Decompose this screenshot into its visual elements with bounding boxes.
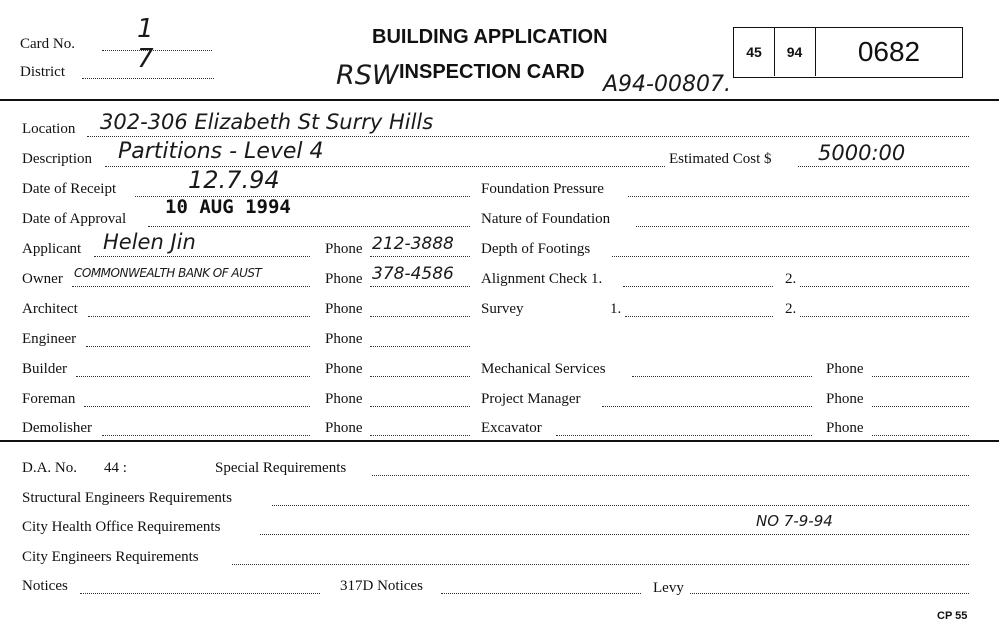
alignment-check-2-label: 2. (785, 271, 797, 287)
card-no-value: 1 (137, 14, 154, 44)
mechanical-phone-label: Phone (826, 361, 864, 377)
structural-engineers-label: Structural Engineers Requirements (22, 490, 232, 506)
demolisher-line (102, 435, 310, 436)
approval-date-stamp: 10 AUG 1994 (165, 196, 291, 218)
location-line (87, 136, 969, 137)
district-value: 7 (137, 44, 154, 74)
special-requirements-label: Special Requirements (215, 460, 347, 476)
317d-notices-line (441, 593, 641, 594)
owner-phone-value: 378-4586 (372, 264, 454, 284)
builder-phone-line (370, 376, 470, 377)
mechanical-phone-line (872, 376, 969, 377)
builder-phone-label: Phone (325, 361, 363, 377)
date-of-approval-label: Date of Approval (22, 211, 127, 227)
description-label: Description (22, 151, 92, 167)
architect-phone-line (370, 316, 470, 317)
applicant-label: Applicant (22, 241, 82, 257)
location-value: 302-306 Elizabeth St Surry Hills (100, 110, 434, 134)
applicant-line (94, 256, 310, 257)
applicant-value: Helen Jin (103, 230, 196, 254)
card-number-box (733, 27, 963, 78)
district-line (82, 78, 214, 79)
city-engineers-label: City Engineers Requirements (22, 549, 199, 565)
estimated-cost-label: Estimated Cost $ (669, 151, 772, 167)
special-requirements-line (372, 475, 969, 476)
description-value: Partitions - Level 4 (118, 139, 324, 164)
demolisher-phone-label: Phone (325, 420, 363, 436)
mechanical-services-line (632, 376, 812, 377)
foreman-phone-line (370, 406, 470, 407)
header-divider (0, 99, 999, 101)
levy-line (690, 593, 969, 594)
title-line1: BUILDING APPLICATION (372, 26, 608, 48)
alignment-check-label: Alignment Check 1. (481, 271, 603, 287)
excavator-phone-line (872, 435, 969, 436)
project-manager-line (602, 406, 812, 407)
depth-of-footings-line (612, 256, 969, 257)
card-no-label: Card No. (20, 36, 75, 52)
project-manager-label: Project Manager (481, 391, 581, 407)
date-of-receipt-value: 12.7.94 (188, 166, 280, 194)
mechanical-services-label: Mechanical Services (481, 361, 606, 377)
survey-label: Survey (481, 301, 524, 317)
reference-number: A94-00807. (603, 72, 731, 97)
box-number: 0682 (857, 36, 921, 67)
foundation-pressure-label: Foundation Pressure (481, 181, 604, 197)
owner-label: Owner (22, 271, 63, 287)
owner-line (72, 286, 310, 287)
excavator-phone-label: Phone (826, 420, 864, 436)
city-engineers-line (232, 564, 969, 565)
notices-line (80, 593, 320, 594)
notices-label: Notices (22, 578, 68, 594)
form-code: CP 55 (937, 610, 968, 622)
engineer-label: Engineer (22, 331, 77, 347)
estimated-cost-line (798, 166, 969, 167)
foundation-pressure-line (628, 196, 969, 197)
depth-of-footings-label: Depth of Footings (481, 241, 591, 257)
initials: RSW (336, 60, 399, 91)
applicant-phone-label: Phone (325, 241, 363, 257)
project-manager-phone-line (872, 406, 969, 407)
estimated-cost-value: 5000:00 (818, 141, 906, 165)
engineer-phone-line (370, 346, 470, 347)
builder-line (76, 376, 310, 377)
card-no-line (102, 50, 212, 51)
owner-phone-line (370, 286, 470, 287)
foreman-label: Foreman (22, 391, 76, 407)
builder-label: Builder (22, 361, 67, 377)
box-cell-1: 45 (734, 28, 775, 76)
box-cell-2: 94 (774, 28, 816, 76)
date-of-receipt-label: Date of Receipt (22, 181, 117, 197)
survey-1-label: 1. (610, 301, 622, 317)
317d-notices-label: 317D Notices (340, 578, 423, 594)
structural-engineers-line (272, 505, 969, 506)
district-label: District (20, 64, 65, 80)
alignment-check-2-line (800, 286, 969, 287)
alignment-check-1-line (623, 286, 773, 287)
foreman-line (84, 406, 310, 407)
engineer-phone-label: Phone (325, 331, 363, 347)
da-no-value: 44 : (104, 460, 127, 476)
project-manager-phone-label: Phone (826, 391, 864, 407)
applicant-phone-value: 212-3888 (372, 234, 454, 254)
city-health-line (260, 534, 969, 535)
excavator-line (556, 435, 812, 436)
city-health-value: NO 7-9-94 (756, 512, 833, 530)
city-health-label: City Health Office Requirements (22, 519, 221, 535)
owner-phone-label: Phone (325, 271, 363, 287)
demolisher-phone-line (370, 435, 470, 436)
demolisher-label: Demolisher (22, 420, 92, 436)
applicant-phone-line (370, 256, 470, 257)
location-label: Location (22, 121, 76, 137)
title-line2: INSPECTION CARD (399, 61, 585, 83)
date-of-approval-line (148, 226, 470, 227)
architect-label: Architect (22, 301, 78, 317)
architect-phone-label: Phone (325, 301, 363, 317)
excavator-label: Excavator (481, 420, 542, 436)
survey-2-line (800, 316, 969, 317)
nature-of-foundation-label: Nature of Foundation (481, 211, 611, 227)
architect-line (88, 316, 310, 317)
owner-value: COMMONWEALTH BANK OF AUST (74, 266, 262, 280)
lower-divider (0, 440, 999, 442)
survey-1-line (625, 316, 773, 317)
levy-label: Levy (653, 580, 684, 596)
da-no-label: D.A. No. (22, 460, 77, 476)
nature-of-foundation-line (636, 226, 969, 227)
engineer-line (86, 346, 310, 347)
survey-2-label: 2. (785, 301, 797, 317)
foreman-phone-label: Phone (325, 391, 363, 407)
